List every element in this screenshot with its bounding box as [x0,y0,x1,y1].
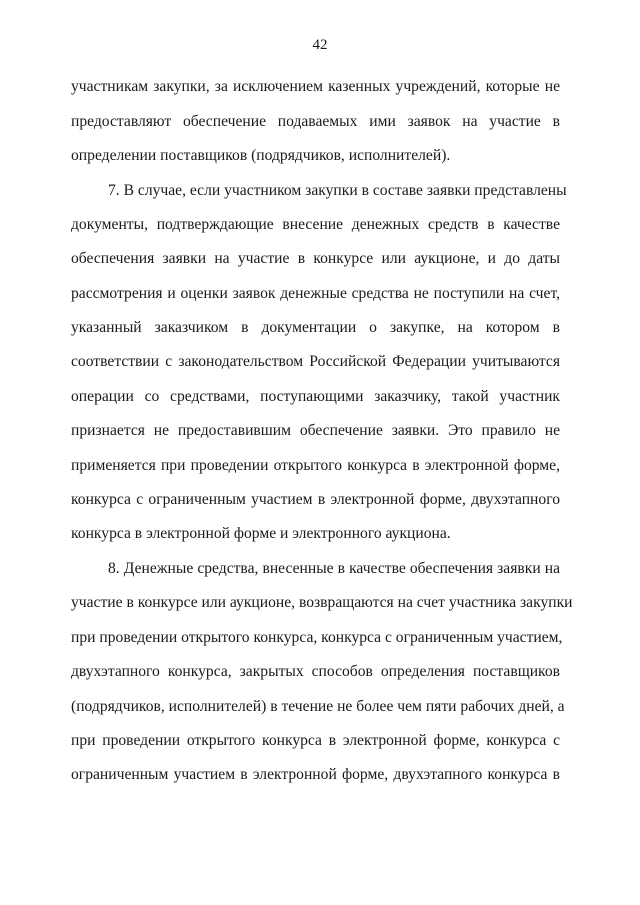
text-line: документы, подтверждающие внесение денежных средств в качестве [71,216,560,233]
text-line: предоставляют обеспечение подаваемых ими заявок на участие в [71,113,560,130]
text-line: 7. В случае, если участником закупки в составе заявки представлены [108,182,567,199]
text-line: обеспечения заявки на участие в конкурсе или аукционе, и до даты [71,250,560,267]
text-line: указанный заказчиком в документации о закупке, на котором в [71,319,560,336]
text-line: признается не предоставившим обеспечение заявки. Это правило не [71,422,560,439]
text-line: конкурса в электронной форме и электронного аукциона. [71,525,451,542]
text-line: применяется при проведении открытого конкурса в электронной форме, [71,457,560,474]
text-line: ограниченным участием в электронной форме, двухэтапного конкурса в [71,766,560,783]
text-line: операции со средствами, поступающими заказчику, такой участник [71,388,560,405]
text-line: участникам закупки, за исключением казенных учреждений, которые не [71,78,560,95]
text-line: участие в конкурсе или аукционе, возвращаются на счет участника закупки [71,594,573,611]
text-line: определении поставщиков (подрядчиков, исполнителей). [71,147,451,164]
text-line: соответствии с законодательством Российской Федерации учитываются [71,353,560,370]
page-number: 42 [312,37,328,53]
text-line: двухэтапного конкурса, закрытых способов определения поставщиков [71,663,560,680]
text-line: (подрядчиков, исполнителей) в течение не более чем пяти рабочих дней, а [71,698,565,715]
text-line: рассмотрения и оценки заявок денежные средства не поступили на счет, [71,285,560,302]
text-line: при проведении открытого конкурса в электронной форме, конкурса с [71,732,560,749]
text-line: 8. Денежные средства, внесенные в качестве обеспечения заявки на [108,560,560,577]
text-line: конкурса с ограниченным участием в электронной форме, двухэтапного [71,491,560,508]
text-line: при проведении открытого конкурса, конкурса с ограниченным участием, [71,629,563,646]
